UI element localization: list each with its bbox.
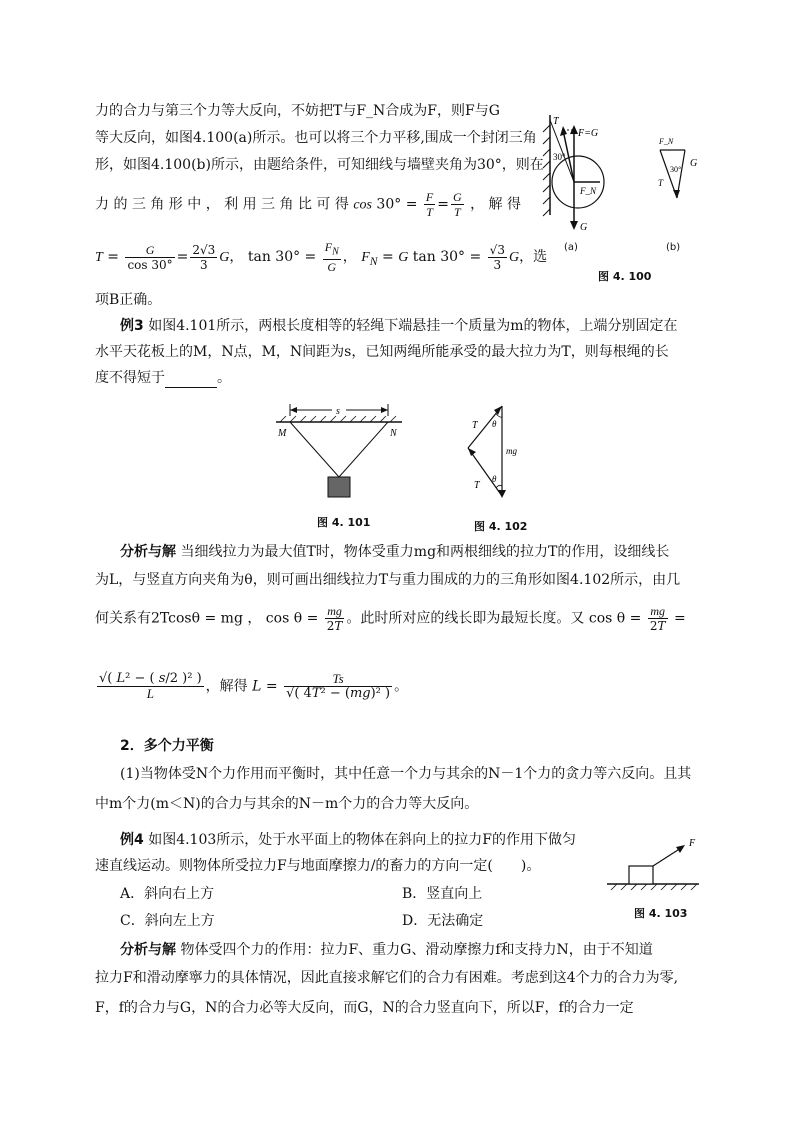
text-line: T = $\frac{G}{\cos 30^\circ}$ = $\frac{2√3}{3}$ G， tan 30° = $\frac{F_N}{G}$ ， $F_N = G$ tan 30° = $\frac{√3}{3}$ G，选 <box>95 240 548 275</box>
section-title: 2．多个力平衡 <box>120 738 214 754</box>
label-T: T <box>553 116 559 127</box>
figure-4-101 <box>272 402 412 507</box>
text-line: F，f的合力与G，N的合力必等大反向，而G，N的合力竖直向下，所以F，f的合力一定 <box>95 1000 634 1016</box>
label-theta-1: θ <box>492 419 497 429</box>
label-angle: 30° <box>553 152 566 162</box>
figure-caption: 图 4. 103 <box>634 907 688 920</box>
text-line: 形，如图4.100(b)所示，由题给条件，可知细线与墙壁夹角为30°，则在 <box>95 157 544 173</box>
label-FN-b: F_N <box>659 137 674 146</box>
text-segment: 度不得短于 <box>95 370 165 386</box>
text-line <box>95 368 231 388</box>
text-segment: ，选 <box>519 249 548 266</box>
label-T1: T <box>472 420 478 431</box>
text-line: 等大反向，如图4.100(a)所示。也可以将三个力平移,围成一个封闭三角 <box>95 130 537 146</box>
label-G-b: G <box>690 158 698 169</box>
text-line: $\frac{\text{√( L² − ( s/2 )² )}}{L}$ ，解得 L = $\frac{Ts}{\text{√( 4T² − (mg)² )}}$ 。 <box>99 671 409 701</box>
option-c[interactable]: C．斜向左上方 <box>120 913 215 929</box>
text-segment: 如图4.103所示，处于水平面上的物体在斜向上的拉力F的作用下做匀 <box>148 832 576 848</box>
label-angle-b: 30° <box>670 165 682 174</box>
option-b[interactable]: B．竖直向上 <box>402 886 483 902</box>
analysis-tag: 分析与解 <box>120 544 176 560</box>
text-segment: 如图4.101所示，两根长度相等的轻绳下端悬挂一个质量为m的物体，上端分别固定在 <box>148 318 678 334</box>
figure-label-a: (a) <box>564 242 578 253</box>
text-segment: 物体受四个力的作用：拉力F、重力G、滑动摩擦力f和支持力N，由于不知道 <box>180 942 653 958</box>
text-line: (1)当物体受N个力作用而平衡时，其中任意一个力与其余的N－1个力的贪力等六反向。且其 <box>120 766 692 782</box>
figure-4-103 <box>603 832 703 900</box>
text-line: 为L，与竖直方向夹角为θ，则可画出细线拉力T与重力围成的力的三角形如图4.102所示，由几 <box>95 572 681 588</box>
figure-4-102 <box>460 402 530 510</box>
label-FN: F_N <box>580 186 597 196</box>
text-segment: 力 的 三 角 形 中 ， 利 用 三 角 比 可 得 <box>95 196 349 213</box>
figure-label-b: (b) <box>666 242 681 253</box>
label-N: N <box>390 428 397 439</box>
label-G: G <box>580 222 588 233</box>
option-a[interactable]: A．斜向右上方 <box>120 886 215 902</box>
label-s: s <box>336 406 340 417</box>
text-line: 速直线运动。则物体所受拉力F与地面摩擦力/的畜力的方向一定( )。 <box>95 858 541 874</box>
figure-4-100 <box>540 110 720 240</box>
label-T-b: T <box>658 178 664 188</box>
text-line: 拉力F和滑动摩寧力的具体情况，因此直接求解它们的合力有困难。考虑到这4个力的合力为零, <box>95 970 679 986</box>
label-F-eq-G: F=G <box>578 128 599 139</box>
analysis-tag: 分析与解 <box>120 942 176 958</box>
option-d[interactable]: D．无法确定 <box>402 913 484 929</box>
text-line: 力 的 三 角 形 中 ， 利 用 三 角 比 可 得 cos 30° = $\frac{F}{T}$ = $\frac{G}{T}$ ， 解 得 <box>95 190 521 219</box>
label-M: M <box>278 428 287 439</box>
text-segment: 。此时所对应的线长即为最短长度。又 <box>346 610 585 627</box>
text-line: 水平天花板上的M，N点，M，N间距为s，已知两绳所能承受的最大拉力为T，则每根绳的长 <box>95 344 669 360</box>
text-line <box>120 830 576 850</box>
label-T2: T <box>474 480 480 491</box>
answer-blank[interactable] <box>165 373 217 388</box>
text-line <box>120 940 653 960</box>
text-segment: ， 解 得 <box>470 196 521 213</box>
text-line <box>120 542 669 562</box>
figure-caption: 图 4. 100 <box>598 270 652 283</box>
text-line <box>120 316 678 336</box>
text-line: 何关系有2Tcosθ = mg ， cos θ = $\frac{mg}{2T}$ 。此时所对应的线长即为最短长度。又 cos θ = $\frac{mg}{2T}$ = <box>95 604 686 633</box>
text-line: 中m个力(m＜N)的合力与其余的N－m个力的合力等大反向。 <box>95 796 479 812</box>
example-tag: 例3 <box>120 318 144 334</box>
label-mg: mg <box>506 446 517 456</box>
text-segment: 。 <box>217 370 231 386</box>
label-F: F <box>689 838 696 849</box>
figure-caption: 图 4. 102 <box>474 520 528 533</box>
text-segment: 。 <box>394 678 409 695</box>
figure-caption: 图 4. 101 <box>317 516 371 529</box>
example-tag: 例4 <box>120 832 144 848</box>
text-line: 力的合力与第三个力等大反向，不妨把T与F_N合成为F，则F与G <box>95 103 500 119</box>
text-line: 项B正确。 <box>95 292 162 308</box>
text-segment: 何关系有2Tcosθ = mg ， <box>95 610 262 627</box>
text-segment: ，解得 <box>205 678 248 695</box>
text-segment: 当细线拉力为最大值T时，物体受重力mg和两根细线的拉力T的作用，设细线长 <box>180 544 670 560</box>
label-theta-2: θ <box>492 474 497 484</box>
